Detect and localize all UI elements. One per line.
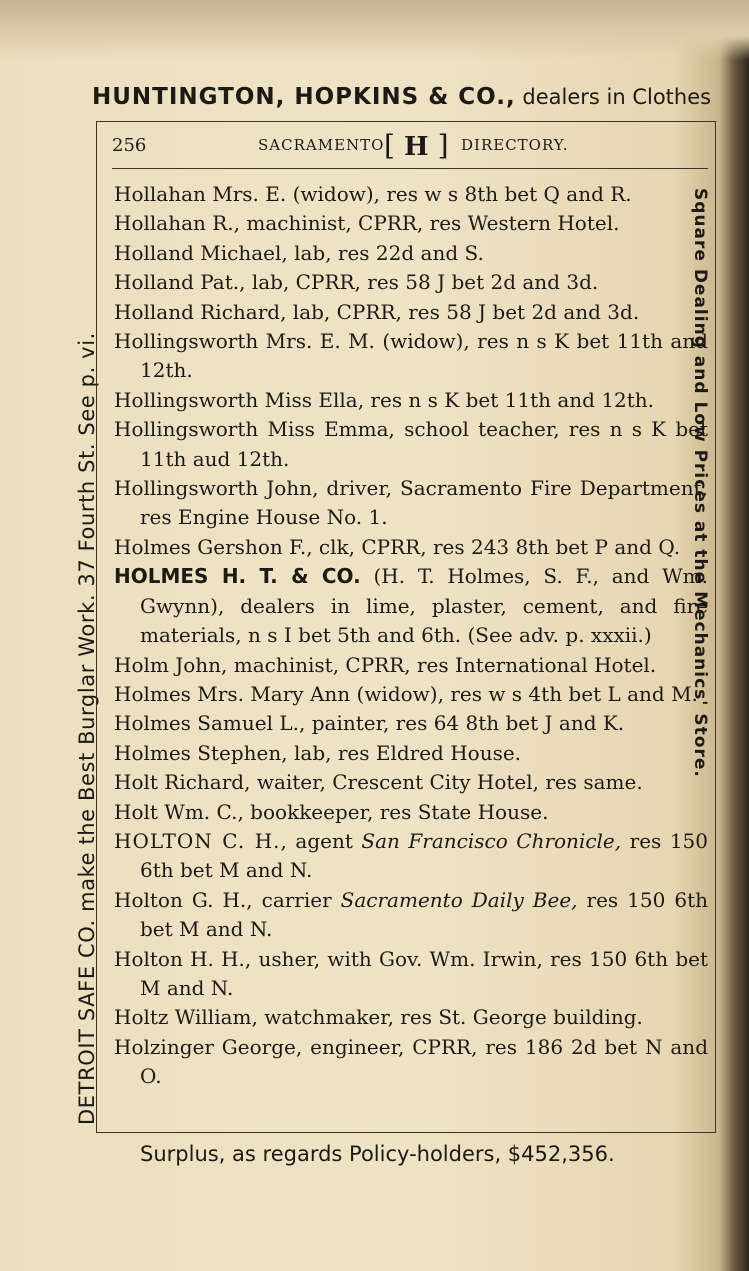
entry-name: Holzinger George [114, 1034, 296, 1059]
entry-name: Holm John [114, 652, 222, 677]
directory-entry [114, 945, 708, 1004]
entry-details: , driver, Sacramento Fire Department, res Engine House No. 1. [140, 476, 709, 530]
page-header-advertisement [92, 84, 722, 110]
directory-entry [114, 709, 708, 738]
entry-publication: San Francisco Chronicle, [361, 828, 622, 853]
directory-entry [114, 209, 708, 238]
entry-details: , engineer, CPRR, res 186 2d bet N and O. [140, 1034, 708, 1089]
entry-details: , usher, with Gov. Wm. Irwin, res 150 6th bet M and N. [140, 946, 708, 1000]
entry-details: , watchmaker, res St. George building. [251, 1005, 643, 1030]
entry-name: Hollahan R. [114, 211, 234, 236]
section-letter: [ H ] [384, 129, 449, 162]
running-head [112, 131, 702, 161]
entry-name: Holton H. H. [114, 946, 245, 971]
entry-details: , school teacher, res n s K bet 11th aud 12th. [140, 417, 709, 471]
directory-entry [114, 768, 708, 797]
header-firm-name: HUNTINGTON, HOPKINS & CO., [92, 84, 516, 110]
entry-details: , bookkeeper, res State House. [237, 799, 549, 824]
entry-name: Holtz William [114, 1005, 252, 1030]
entry-details: (widow), res n s K bet 11th and 12th. [140, 329, 708, 383]
entry-details: , lab, CPRR, res 58 J bet 2d and 3d. [280, 299, 640, 324]
entry-details: , res n s K bet 11th and 12th. [357, 387, 655, 412]
entry-name: Holland Pat. [114, 270, 240, 295]
entry-details: , lab, CPRR, res 58 J bet 2d and 3d. [239, 270, 599, 295]
entry-name: Holmes Stephen [114, 740, 282, 765]
entry-name: Holmes Gershon F. [114, 534, 307, 559]
page-top-shadow [0, 0, 749, 60]
directory-entry [114, 239, 708, 268]
directory-entry [114, 533, 708, 562]
entry-name: Holt Wm. C. [114, 799, 238, 824]
entry-name: Holmes Samuel L. [114, 711, 299, 736]
directory-entry [114, 798, 708, 827]
directory-entries [114, 180, 708, 1092]
entry-details: , clk, CPRR, res 243 8th bet P and Q. [306, 534, 681, 559]
entry-name: Hollingsworth Mrs. E. M. [114, 329, 375, 354]
running-head-city: SACRAMENTO [258, 136, 385, 154]
header-trade: dealers in Clothes [515, 85, 712, 109]
page-footer-advertisement: Surplus, as regards Policy-holders, $452,356. [140, 1142, 615, 1166]
entry-name: Hollahan Mrs. E. [114, 182, 287, 206]
entry-name: Hollingsworth John [114, 476, 313, 501]
entry-details: , lab, res 22d and S. [281, 240, 484, 265]
header-rule [112, 168, 708, 169]
entry-name: Holton G. H. [114, 887, 247, 912]
directory-entry [114, 886, 708, 945]
entry-details: res 150 6th bet M and N. [140, 887, 708, 942]
section-letter-value: H [404, 132, 429, 162]
directory-entry [114, 1003, 708, 1032]
entry-details: res 150 6th bet M and N. [140, 828, 709, 883]
entry-details: (widow), res w s 4th bet L and M. [350, 681, 698, 706]
directory-entry [114, 1033, 708, 1092]
directory-entry [114, 680, 708, 709]
directory-entry-advertiser [114, 562, 708, 650]
entry-details: (widow), res w s 8th bet Q and R. [286, 182, 632, 206]
entry-name: HOLMES H. T. & CO. [114, 564, 361, 589]
directory-entry [114, 327, 708, 386]
directory-entry [114, 415, 708, 474]
entry-details: , painter, res 64 8th bet J and K. [299, 711, 625, 736]
left-margin-advertisement: DETROIT SAFE CO. make the Best Burglar Work. 37 Fourth St. See p. vi. [75, 332, 99, 1125]
entry-name: Hollingsworth Miss Ella [114, 387, 358, 412]
entry-name: Holland Michael [114, 240, 282, 265]
directory-entry [114, 298, 708, 327]
entry-details: , lab, res Eldred House. [281, 740, 522, 765]
entry-name: Holland Richard [114, 299, 281, 324]
running-head-label: DIRECTORY. [461, 136, 569, 154]
entry-details: , agent [280, 828, 362, 853]
entry-name: HOLTON C. H. [114, 828, 281, 853]
entry-details: , carrier [246, 887, 341, 912]
page-number: 256 [112, 135, 147, 156]
entry-name: Hollingsworth Miss Emma [114, 417, 389, 442]
entry-details: , machinist, CPRR, res Western Hotel. [233, 211, 620, 236]
entry-details: , machinist, CPRR, res International Hotel. [221, 652, 657, 677]
entry-publication: Sacramento Daily Bee, [340, 887, 578, 912]
directory-entry [114, 180, 708, 209]
directory-entry [114, 651, 708, 680]
directory-entry [114, 827, 708, 886]
entry-details: (H. T. Holmes, S. F., and Wm. Gwynn), dealers in lime, plaster, cement, and fire materials, n s I bet 5th and 6th. (See adv. p. xxxii.) [140, 564, 708, 648]
directory-entry [114, 268, 708, 297]
right-margin-advertisement: Square Dealing and Low Prices at the Mechanics' Store. [690, 188, 710, 778]
directory-entry [114, 739, 708, 768]
directory-entry [114, 474, 708, 533]
entry-name: Holmes Mrs. Mary Ann [114, 681, 351, 706]
entry-name: Holt Richard [114, 770, 245, 795]
directory-entry [114, 386, 708, 415]
entry-details: , waiter, Crescent City Hotel, res same. [244, 770, 643, 795]
